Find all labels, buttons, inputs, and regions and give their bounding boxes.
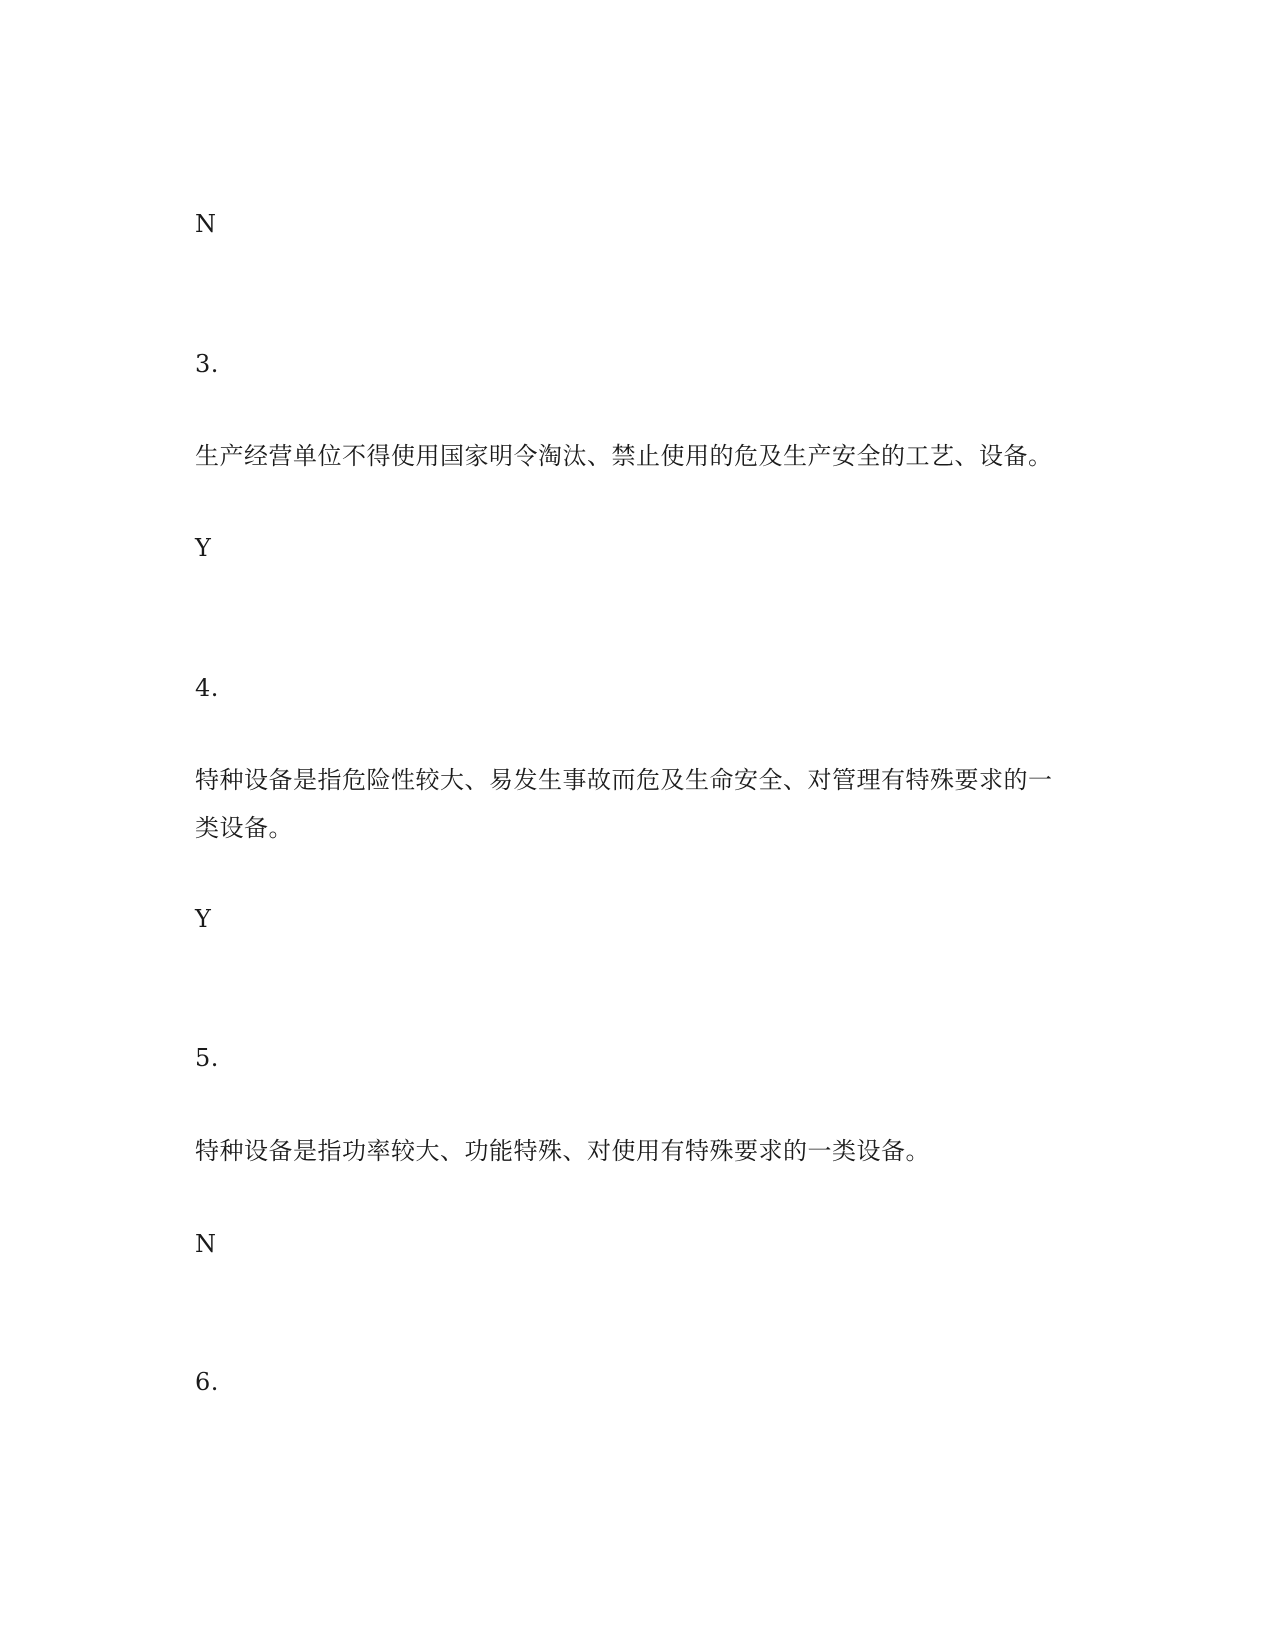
question-number-3: 3. [195, 350, 219, 378]
answer-previous: N [195, 210, 217, 238]
question-number-6: 6. [195, 1368, 219, 1396]
answer-4: Y [195, 905, 212, 933]
question-statement-3: 生产经营单位不得使用国家明令淘汰、禁止使用的危及生产安全的工艺、设备。 [195, 442, 1053, 470]
question-statement-4: 特种设备是指危险性较大、易发生事故而危及生命安全、对管理有特殊要求的一类设备。 [195, 766, 1053, 842]
question-number-5: 5. [195, 1044, 219, 1072]
answer-3: Y [195, 534, 212, 562]
question-number-4: 4. [195, 674, 219, 702]
answer-5: N [195, 1230, 217, 1258]
question-statement-5: 特种设备是指功率较大、功能特殊、对使用有特殊要求的一类设备。 [195, 1137, 930, 1165]
